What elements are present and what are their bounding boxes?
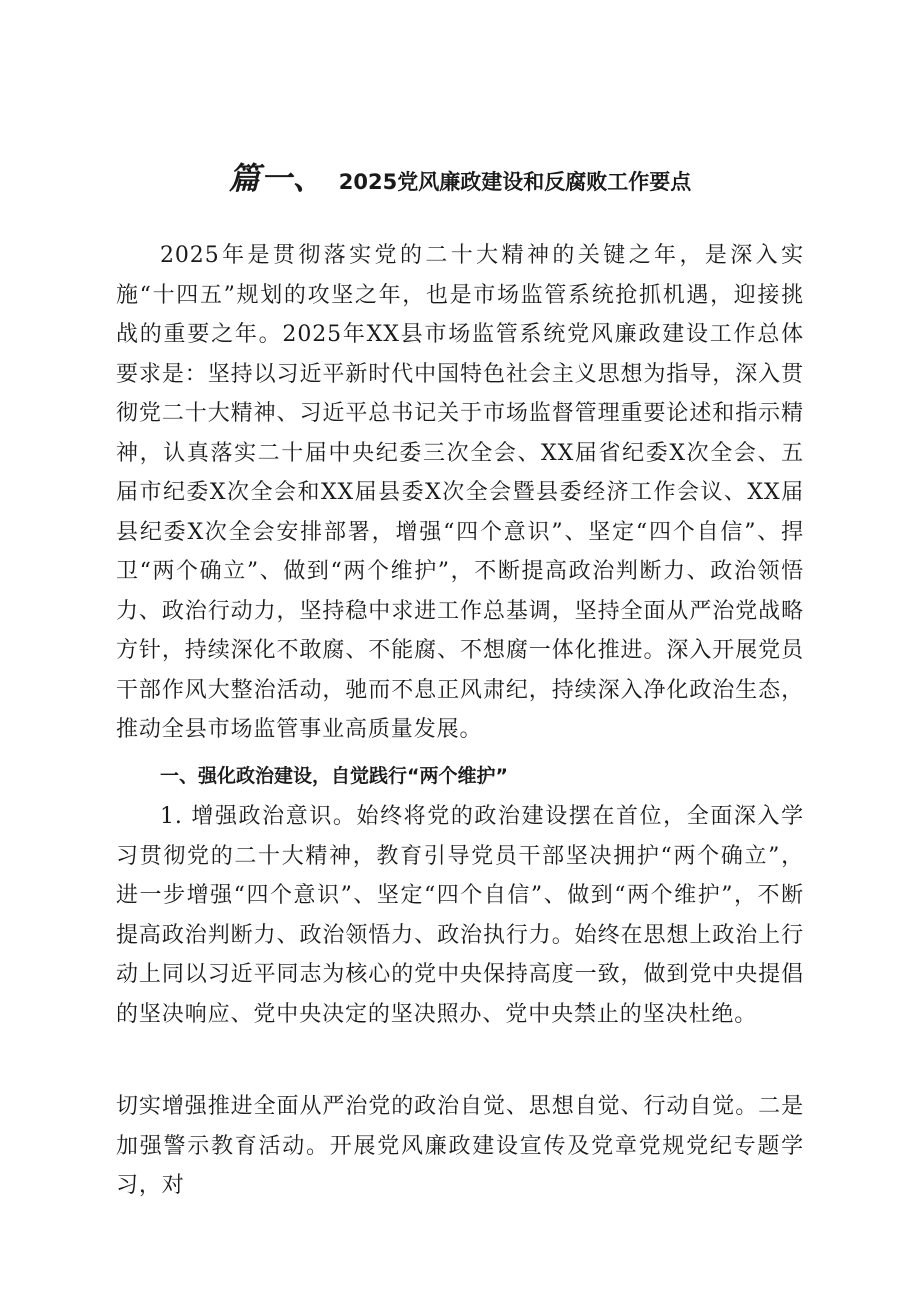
body-paragraph-2: 1. 增强政治意识。始终将党的政治建设摆在首位，全面深入学习贯彻党的二十大精神，教育引导党员干部坚决拥护“两个确立”，进一步增强“四个意识”、坚定“四个自信”、做到“两个维护”，不断提高政治判断力、政治领悟力、政治执行力。始终在思想上政治上行动上同以习近平同志为核心的党中央保持高度一致，做到党中央提倡的坚决响应、党中央决定的坚决照办、党中央禁止的坚决杜绝。 [116, 804, 804, 1027]
section-heading-1: 一、强化政治建设，自觉践行“两个维护” [160, 765, 508, 787]
body-paragraph-3: 切实增强推进全面从严治党的政治自觉、思想自觉、行动自觉。二是加强警示教育活动。开展党风廉政建设宣传及党章党规党纪专题学习，对 [116, 1094, 804, 1198]
title-prefix: 篇一、 [228, 161, 325, 198]
body-paragraph-1: 2025年是贯彻落实党的二十大精神的关键之年，是深入实施“十四五”规划的攻坚之年，也是市场监管系统抢抓机遇，迎接挑战的重要之年。2025年XX县市场监管系统党风廉政建设工作总体要求是：坚持以习近平新时代中国特色社会主义思想为指导，深入贯彻党二十大精神、习近平总书记关于市场监督管理重要论述和指示精神，认真落实二十届中央纪委三次全会、XX届省纪委X次全会、五届市纪委X次全会和XX届县委X次全会暨县委经济工作会议、XX届县纪委X次全会安排部署，增强“四个意识”、坚定“四个自信”、捍卫“两个确立”、做到“两个维护”，不断提高政治判断力、政治领悟力、政治行动力，坚持稳中求进工作总基调，坚持全面从严治党战略方针，持续深化不敢腐、不能腐、不想腐一体化推进。深入开展党员干部作风大整治活动，驰而不息正风肃纪，持续深入净化政治生态，推动全县市场监管事业高质量发展。 [116, 243, 804, 742]
title-main: 2025党风廉政建设和反腐败工作要点 [338, 170, 692, 195]
document-title [0, 159, 920, 202]
